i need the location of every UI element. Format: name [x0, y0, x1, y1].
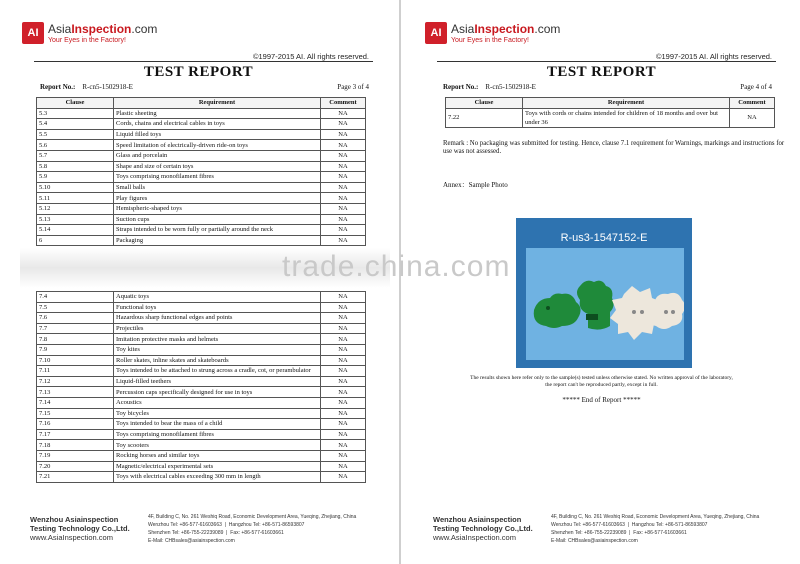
header-divider — [34, 61, 373, 62]
report-no-value: R-cn5-1502918-E — [82, 83, 133, 91]
comment-cell: NA — [321, 323, 366, 334]
requirement-cell: Magnetic/electrical experimental sets — [114, 461, 321, 472]
comment-cell: NA — [321, 172, 366, 183]
comment-header: Comment — [321, 98, 366, 109]
clause-cell: 7.12 — [37, 376, 114, 387]
clause-cell: 7.20 — [37, 461, 114, 472]
table-row — [37, 203, 366, 214]
table-row — [37, 193, 366, 204]
table-row — [37, 355, 366, 366]
clause-cell: 7.18 — [37, 440, 114, 451]
comment-cell: NA — [321, 214, 366, 225]
table-row — [37, 172, 366, 183]
clause-cell: 5.9 — [37, 172, 114, 183]
watermark-text: trade.china.com — [282, 250, 511, 283]
comment-header: Comment — [730, 98, 775, 109]
clause-cell: 7.10 — [37, 355, 114, 366]
table-row — [37, 182, 366, 193]
requirement-cell: Small balls — [114, 182, 321, 193]
clause-cell: 7.9 — [37, 344, 114, 355]
requirement-cell: Shape and size of certain toys — [114, 161, 321, 172]
requirement-cell: Percussion caps specifically designed for use in toys — [114, 387, 321, 398]
clause-cell: 5.11 — [37, 193, 114, 204]
comment-cell: NA — [321, 161, 366, 172]
requirement-cell: Toys with cords or chains intended for children of 18 months and over but under 36 — [523, 108, 730, 127]
requirement-header: Requirement — [114, 98, 321, 109]
table-row — [37, 119, 366, 130]
requirement-cell: Toy scooters — [114, 440, 321, 451]
comment-cell: NA — [321, 182, 366, 193]
report-number-line — [40, 83, 369, 91]
logo-mark: AI — [425, 22, 447, 44]
comment-cell: NA — [321, 387, 366, 398]
logo-brand-name: AsiaInspection.com — [451, 21, 561, 36]
requirement-cell: Toys intended to be attached to strung across a cradle, cot, or perambulator — [114, 366, 321, 377]
clause-cell: 7.14 — [37, 397, 114, 408]
copyright-text: ©1997-2015 AI. All rights reserved. — [252, 52, 369, 61]
table-row — [37, 161, 366, 172]
clause-cell: 7.13 — [37, 387, 114, 398]
requirement-cell: Cords, chains and electrical cables in toys — [114, 119, 321, 130]
table-row — [37, 376, 366, 387]
table-row — [37, 292, 366, 303]
comment-cell: NA — [321, 366, 366, 377]
clause-cell: 7.4 — [37, 292, 114, 303]
requirement-cell: Hemispheric-shaped toys — [114, 203, 321, 214]
requirement-cell: Acoustics — [114, 397, 321, 408]
comment-cell: NA — [321, 440, 366, 451]
clause-cell: 7.5 — [37, 302, 114, 313]
table-row — [37, 387, 366, 398]
footer-address: 4F, Building C, No. 261 Weshiq Road, Economic Development Area, Yueqing, Zhejiang, China Wenzhou Tel: +86-577-61603663 | Hangzhou Tel: +86-571-86593807 Shenzhen Tel: +86-755-22239089 | Fax: +86-577-61603661 E-Mail: CHBsales@asiainspection.com — [551, 514, 760, 544]
page-footer — [30, 515, 377, 555]
table-row — [37, 313, 366, 324]
table-row — [37, 235, 366, 246]
footer-address: 4F, Building C, No. 261 Weshiq Road, Economic Development Area, Yueqing, Zhejiang, China Wenzhou Tel: +86-577-61603663 | Hangzhou Tel: +86-571-86593807 Shenzhen Tel: +86-755-22239089 | Fax: +86-577-61603661 E-Mail: CHBsales@asiainspection.com — [148, 514, 357, 544]
table-row — [37, 302, 366, 313]
company-logo — [425, 22, 560, 44]
clause-cell: 5.10 — [37, 182, 114, 193]
clause-cell: 5.7 — [37, 150, 114, 161]
comment-cell: NA — [321, 376, 366, 387]
table-row — [37, 472, 366, 483]
comment-cell: NA — [321, 129, 366, 140]
clause-cell: 7.22 — [446, 108, 523, 127]
requirement-cell: Suction cups — [114, 214, 321, 225]
clause-cell: 7.17 — [37, 429, 114, 440]
logo-tagline: Your Eyes in the Factory! — [48, 36, 126, 44]
page-footer — [433, 515, 780, 555]
comment-cell: NA — [321, 344, 366, 355]
end-of-report: ***** End of Report ***** — [562, 396, 641, 404]
requirement-cell: Play figures — [114, 193, 321, 204]
table-row — [37, 429, 366, 440]
requirement-cell: Toys comprising monofilament fibres — [114, 172, 321, 183]
sample-toys-image — [526, 248, 684, 360]
report-no-label: Report No.: — [40, 83, 76, 91]
clause-cell: 5.3 — [37, 108, 114, 119]
report-number-line — [443, 83, 772, 91]
annex-label: Annex：Sample Photo — [443, 181, 508, 189]
page-number: Page 4 of 4 — [740, 83, 772, 91]
table-row — [37, 419, 366, 430]
footer-url: www.AsiaInspection.com — [30, 533, 113, 542]
comment-cell: NA — [321, 302, 366, 313]
page-title: TEST REPORT — [546, 64, 657, 80]
page-number: Page 3 of 4 — [337, 83, 369, 91]
requirement-cell: Roller skates, inline skates and skateboards — [114, 355, 321, 366]
requirement-cell: Projectiles — [114, 323, 321, 334]
comment-cell: NA — [321, 355, 366, 366]
requirement-cell: Toys with electrical cables exceeding 300 mm in length — [114, 472, 321, 483]
requirement-cell: Packaging — [114, 235, 321, 246]
requirement-cell: Speed limitation of electrically-driven ride-on toys — [114, 140, 321, 151]
clause-cell: 7.15 — [37, 408, 114, 419]
requirement-cell: Toy kites — [114, 344, 321, 355]
comment-cell: NA — [321, 140, 366, 151]
comment-cell: NA — [321, 461, 366, 472]
comment-cell: NA — [321, 292, 366, 303]
comment-cell: NA — [321, 235, 366, 246]
logo-brand-name: AsiaInspection.com — [48, 21, 158, 36]
clause-cell: 7.19 — [37, 450, 114, 461]
comment-cell: NA — [321, 119, 366, 130]
requirement-cell: Aquatic toys — [114, 292, 321, 303]
table-row — [37, 108, 366, 119]
comment-cell: NA — [730, 108, 775, 127]
comment-cell: NA — [321, 225, 366, 236]
comment-cell: NA — [321, 108, 366, 119]
clause-header: Clause — [37, 98, 114, 109]
clause-cell: 5.8 — [37, 161, 114, 172]
table-row — [37, 214, 366, 225]
requirement-cell: Straps intended to be worn fully or partially around the neck — [114, 225, 321, 236]
comment-cell: NA — [321, 203, 366, 214]
clause-cell: 5.12 — [37, 203, 114, 214]
table-row — [37, 140, 366, 151]
company-logo — [22, 22, 157, 44]
clause-table-top — [36, 97, 366, 246]
comment-cell: NA — [321, 150, 366, 161]
requirement-cell: Toys comprising monofilament fibres — [114, 429, 321, 440]
logo-tagline: Your Eyes in the Factory! — [451, 36, 529, 44]
table-row — [37, 323, 366, 334]
table-row — [37, 461, 366, 472]
comment-cell: NA — [321, 408, 366, 419]
clause-cell: 5.5 — [37, 129, 114, 140]
requirement-cell: Hazardous sharp functional edges and points — [114, 313, 321, 324]
report-no-value: R-cn5-1502918-E — [485, 83, 536, 91]
comment-cell: NA — [321, 429, 366, 440]
table-row — [37, 440, 366, 451]
clause-cell: 7.6 — [37, 313, 114, 324]
clause-cell: 7.7 — [37, 323, 114, 334]
page-title: TEST REPORT — [143, 64, 254, 80]
table-row — [37, 397, 366, 408]
green-tree-toy-icon — [577, 281, 614, 330]
header-divider — [437, 61, 776, 62]
clause-cell: 6 — [37, 235, 114, 246]
sample-photo-background — [526, 248, 684, 360]
requirement-cell: Glass and porcelain — [114, 150, 321, 161]
clause-cell: 5.13 — [37, 214, 114, 225]
clause-cell: 7.16 — [37, 419, 114, 430]
requirement-cell: Liquid filled toys — [114, 129, 321, 140]
comment-cell: NA — [321, 419, 366, 430]
clause-cell: 5.4 — [37, 119, 114, 130]
remark-text: Remark : No packaging was submitted for testing. Hence, clause 7.1 requirement for Warnings, markings and instructions for use was not assessed. — [443, 140, 785, 155]
table-row — [37, 450, 366, 461]
logo-mark: AI — [22, 22, 44, 44]
green-sheep-toy-icon — [534, 294, 581, 329]
clause-cell: 5.6 — [37, 140, 114, 151]
table-row — [37, 344, 366, 355]
clause-cell: 7.8 — [37, 334, 114, 345]
clause-table-page4 — [445, 97, 775, 128]
clause-cell: 7.11 — [37, 366, 114, 377]
requirement-cell: Rocking horses and similar toys — [114, 450, 321, 461]
clause-cell: 7.21 — [37, 472, 114, 483]
footer-url: www.AsiaInspection.com — [433, 533, 516, 542]
table-row — [37, 408, 366, 419]
footer-company: Wenzhou Asiainspection Testing Technology Co.,Ltd. www.AsiaInspection.com — [30, 515, 130, 542]
comment-cell: NA — [321, 193, 366, 204]
comment-cell: NA — [321, 313, 366, 324]
comment-cell: NA — [321, 450, 366, 461]
requirement-cell: Imitation protective masks and helmets — [114, 334, 321, 345]
requirement-header: Requirement — [523, 98, 730, 109]
clause-header: Clause — [446, 98, 523, 109]
sample-photo-label: R-us3-1547152-E — [560, 232, 648, 244]
disclaimer-note: The results shown here refer only to the sample(s) tested unless otherwise stated. No written approval of the laboratory, the report can't be reproduced partly, except in full. — [470, 375, 733, 388]
requirement-cell: Plastic sheeting — [114, 108, 321, 119]
requirement-cell: Liquid-filled teethers — [114, 376, 321, 387]
table-row — [446, 108, 775, 127]
copyright-text: ©1997-2015 AI. All rights reserved. — [655, 52, 772, 61]
sample-photo — [516, 218, 692, 368]
clause-table-bottom — [36, 291, 366, 483]
comment-cell: NA — [321, 472, 366, 483]
comment-cell: NA — [321, 397, 366, 408]
comment-cell: NA — [321, 334, 366, 345]
footer-company: Wenzhou Asiainspection Testing Technology Co.,Ltd. www.AsiaInspection.com — [433, 515, 533, 542]
requirement-cell: Toys intended to bear the mass of a child — [114, 419, 321, 430]
requirement-cell: Functional toys — [114, 302, 321, 313]
table-row — [37, 150, 366, 161]
table-row — [37, 225, 366, 236]
clause-cell: 5.14 — [37, 225, 114, 236]
table-row — [37, 366, 366, 377]
report-no-label: Report No.: — [443, 83, 479, 91]
table-row — [37, 129, 366, 140]
table-row — [37, 334, 366, 345]
requirement-cell: Toy bicycles — [114, 408, 321, 419]
